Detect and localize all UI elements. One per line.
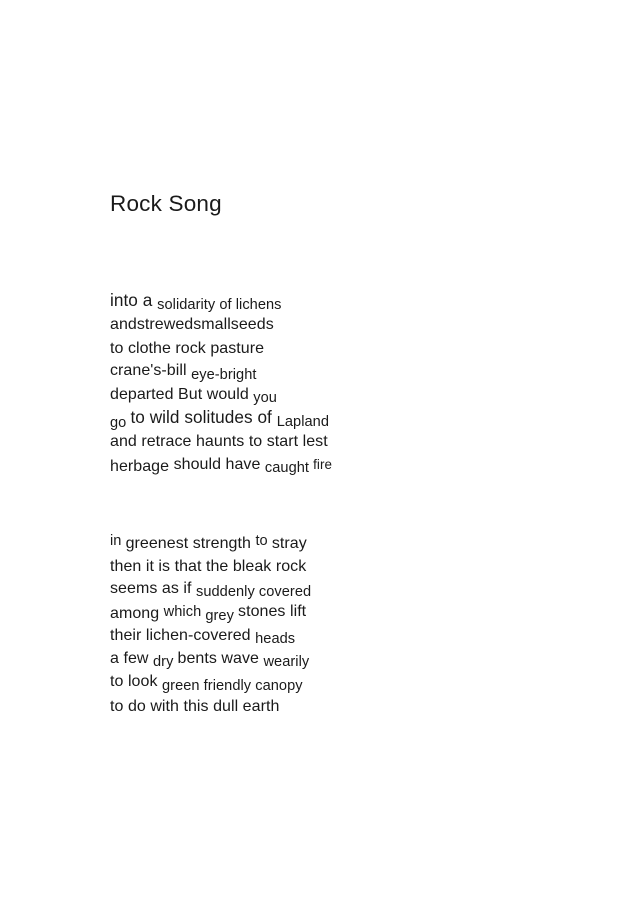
line-segment: to (255, 533, 272, 550)
stanza (110, 290, 590, 477)
line-segment: dry (153, 654, 178, 671)
line-segment: bents wave (177, 650, 264, 668)
line-segment: greenest strength (125, 535, 256, 553)
line-segment: to clothe rock pasture (110, 339, 265, 357)
poem-line (110, 337, 590, 360)
line-segment: green friendly canopy (162, 677, 303, 694)
line-segment: heads (255, 631, 296, 648)
line-segment: solidarity of lichens (157, 297, 282, 314)
line-segment: caught (264, 460, 314, 477)
poem-line (110, 313, 590, 336)
poem-line (110, 625, 590, 648)
line-segment: among (110, 605, 164, 623)
line-segment: fire (313, 456, 332, 472)
line-segment: to wild solitudes of (130, 406, 277, 427)
poem-line (110, 430, 590, 453)
line-segment: crane's-bill (110, 362, 192, 380)
poem-line (110, 695, 590, 718)
poem-line (110, 407, 590, 430)
line-segment: Lapland (276, 414, 329, 431)
line-segment: which (163, 604, 206, 621)
poem-line (110, 384, 590, 407)
poem-line (110, 648, 590, 671)
poem-line (110, 671, 590, 694)
line-segment: seems as if (110, 579, 196, 597)
line-segment: then it is that the bleak rock (110, 557, 307, 575)
line-segment: their lichen-covered (110, 626, 256, 644)
line-segment: to look (110, 673, 162, 691)
poem-line (110, 454, 590, 477)
line-segment: a few (110, 650, 153, 668)
line-segment: go (110, 415, 131, 432)
line-segment: you (253, 389, 277, 406)
line-segment: andstrewedsmallseeds (110, 316, 274, 334)
line-segment: departed But would (110, 385, 254, 403)
poem-line (110, 360, 590, 383)
page-title: Rock Song (110, 191, 222, 216)
stanza (110, 531, 590, 718)
poem-body (110, 290, 590, 718)
poem (110, 190, 590, 718)
line-segment: should have (173, 455, 265, 473)
line-segment: wearily (263, 654, 310, 671)
line-segment: stones lift (238, 603, 307, 621)
poem-line (110, 290, 590, 313)
line-segment: herbage (110, 457, 174, 475)
line-segment: suddenly covered (195, 584, 312, 601)
line-segment: in (110, 533, 126, 550)
poem-line (110, 555, 590, 578)
poem-line (110, 601, 590, 624)
line-segment: eye-bright (191, 366, 257, 383)
line-segment: into a (110, 290, 158, 310)
poem-line (110, 578, 590, 601)
line-segment: to do with this dull earth (110, 697, 280, 715)
line-segment: and retrace haunts to start lest (110, 433, 328, 451)
line-segment: stray (271, 535, 307, 553)
poem-line (110, 531, 590, 554)
line-segment: grey (205, 607, 239, 624)
